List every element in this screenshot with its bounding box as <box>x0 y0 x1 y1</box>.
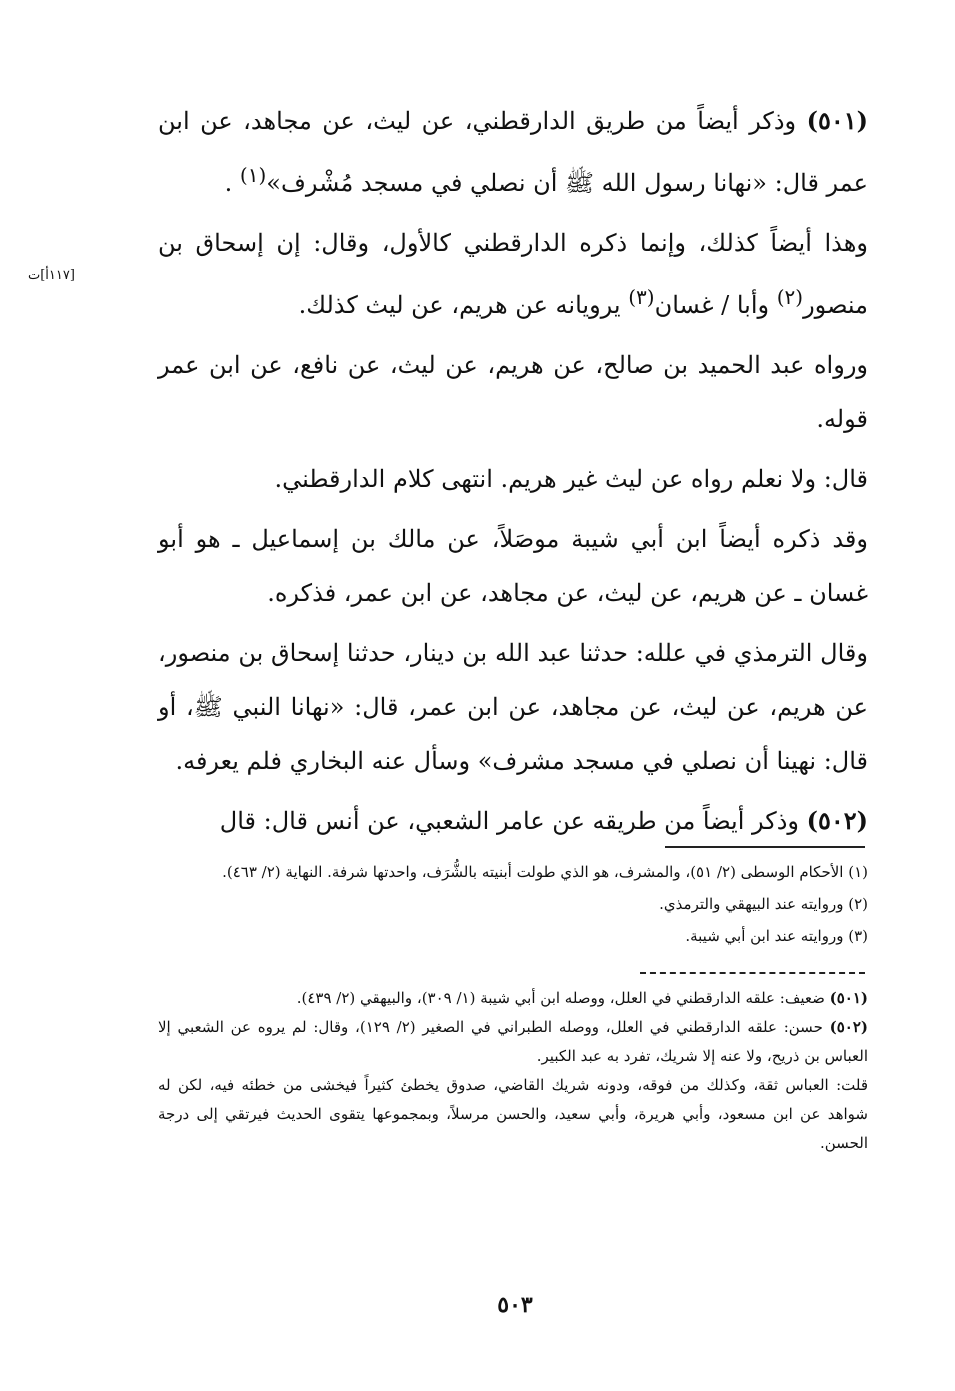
paragraph-2-part-c: يرويانه عن هريم، عن ليث كذلك. <box>298 291 629 319</box>
footnote-ref-2: (٢) <box>776 285 804 309</box>
paragraph-2 <box>158 216 868 332</box>
paragraph-6: وقال الترمذي في علله: حدثنا عبد الله بن دينار، حدثنا إسحاق بن منصور، عن هريم، عن ليث، عن مجاهد، عن ابن عمر، قال: «نهانا النبي ﷺ، أو قال: نهينا أن نصلي في مسجد مشرف» وسأل عنه البخاري فلم يعرفه. <box>158 639 868 775</box>
commentary-501 <box>158 984 868 1013</box>
footnote-ref-3: (٣) <box>628 285 655 309</box>
paragraph-501 <box>158 94 868 210</box>
paragraph-5: وقد ذكره أيضاً ابن أبي شيبة موصَلاً، عن مالك بن إسماعيل ـ هو أبو غسان ـ عن هريم، عن ليث، عن مجاهد، عن ابن عمر، فذكره. <box>158 525 868 607</box>
paragraph-3: ورواه عبد الحميد بن صالح، عن هريم، عن ليث، عن نافع، عن ابن عمر قوله. <box>158 351 868 433</box>
footnote-1: (١) الأحكام الوسطى (٢/ ٥١)، والمشرف، هو الذي طولت أبنيته بالشُّرَف، واحدتها شرفة. النهاية (٢/ ٤٦٣). <box>222 863 868 881</box>
footnote-ref-1: (١) <box>239 163 267 187</box>
hadith-number-501: (٥٠١) <box>806 106 868 135</box>
footnote-2: (٢) وروايته عند البيهقي والترمذي. <box>659 895 868 913</box>
paragraph-502-text: وذكر أيضاً من طريقه عن عامر الشعبي، عن أنس قال: قال <box>219 807 807 835</box>
commentary-502-text: حسن: علقه الدارقطني في العلل، ووصله الطبراني في الصغير (٢/ ١٢٩)، وقال: لم يروه عن الشعبي إلا العباس بن ذريح، ولا عنه إلا شريك، تفرد به عبد الكبير. <box>158 1018 868 1065</box>
paragraph-4: قال: ولا نعلم رواه عن ليث غير هريم. انتهى كلام الدارقطني. <box>274 465 868 493</box>
commentary-note: قلت: العباس ثقة، وكذلك من فوقه، ودونه شريك القاضي، صدوق يخطئ كثيراً فيخشى من خطئه فيه، لكن له شواهد عن ابن مسعود، وأبي هريرة، وأبي سعيد، والحسن مرسلاً، وبمجموعها يتقوى الحديث فيرتقي إلى درجة الحسن. <box>158 1076 868 1152</box>
main-text-block <box>158 94 868 854</box>
paragraph-2-part-a: وهذا أيضاً كذلك، وإنما ذكره الدارقطني كالأول، وقال: إن إسحاق بن منصور <box>158 229 869 319</box>
paragraph-502 <box>158 794 868 848</box>
hadith-number-502: (٥٠٢) <box>806 806 868 835</box>
page-number: ٥٠٣ <box>497 1292 533 1318</box>
commentary-501-text: ضعيف: علقه الدارقطني في العلل، ووصله ابن أبي شيبة (١/ ٣٠٩)، والبيهقي (٢/ ٤٣٩). <box>296 989 830 1007</box>
footnote-3: (٣) وروايته عند ابن أبي شيبة. <box>685 927 868 945</box>
commentary-block <box>158 984 868 1158</box>
paragraph-501-text: وذكر أيضاً من طريق الدارقطني، عن ليث، عن مجاهد، عن ابن عمر قال: «نهانا رسول الله ﷺ أن نصلي في مسجد مُشْرف» <box>158 107 868 197</box>
paragraph-2-part-b: وأبا / غسان <box>654 291 777 319</box>
commentary-separator <box>640 972 865 974</box>
footnotes-block <box>158 856 868 952</box>
manuscript-folio-note: [١١٧أ]ت <box>28 268 75 283</box>
commentary-number-502: (٥٠٢) <box>829 1018 868 1036</box>
commentary-number-501: (٥٠١) <box>829 989 868 1007</box>
paragraph-501-end: . <box>224 169 240 197</box>
footnote-separator <box>665 846 865 848</box>
commentary-502 <box>158 1013 868 1071</box>
